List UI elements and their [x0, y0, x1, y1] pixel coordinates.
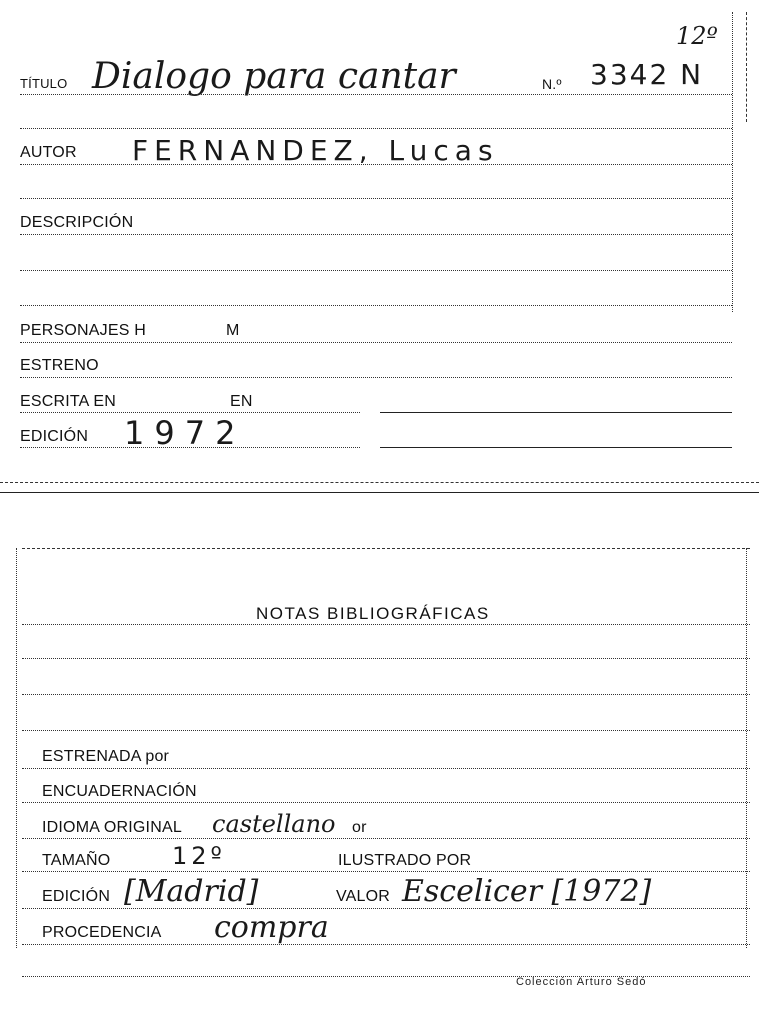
rule	[20, 94, 732, 95]
card-left-edge	[16, 548, 17, 948]
valor-value: Escelicer [1972]	[402, 874, 652, 909]
rule	[22, 694, 750, 695]
rule	[22, 838, 750, 839]
edicion-label: EDICIÓN	[20, 428, 89, 445]
escrita-label: ESCRITA EN	[20, 393, 116, 410]
card-right-edge-outer	[746, 12, 747, 122]
edicion-value: 1972	[124, 414, 246, 452]
rule	[20, 128, 732, 129]
rule	[20, 447, 360, 448]
notas-heading: NOTAS BIBLIOGRÁFICAS	[256, 604, 490, 623]
procedencia-label: PROCEDENCIA	[42, 924, 162, 941]
valor-label: VALOR	[336, 888, 391, 905]
estrenada-label: ESTRENADA por	[42, 748, 170, 765]
rule	[20, 198, 732, 199]
card-top-edge	[22, 548, 750, 549]
procedencia-value: compra	[214, 910, 329, 945]
rule	[20, 164, 732, 165]
autor-value: FERNANDEZ, Lucas	[132, 134, 499, 167]
card-right-edge	[746, 548, 747, 948]
personajes-label: PERSONAJES H	[20, 322, 146, 339]
idioma-suffix: or	[352, 819, 367, 836]
rule	[380, 412, 732, 413]
edicion2-label: EDICIÓN	[42, 888, 111, 905]
tamano-label: TAMAÑO	[42, 852, 111, 869]
idioma-label: IDIOMA ORIGINAL	[42, 819, 182, 836]
estreno-label: ESTRENO	[20, 357, 99, 374]
rule	[22, 802, 750, 803]
numero-value: 3342 N	[590, 58, 704, 91]
autor-label: AUTOR	[20, 144, 77, 161]
ilustrado-label: ILUSTRADO POR	[338, 852, 472, 869]
escrita-en-label: EN	[230, 393, 253, 410]
rule	[22, 658, 750, 659]
rule	[22, 871, 750, 872]
personajes-m-label: M	[226, 322, 240, 339]
rule	[20, 412, 360, 413]
rule	[20, 377, 732, 378]
rule	[22, 908, 750, 909]
tamano-value: 12º	[172, 842, 226, 870]
catalog-card-top	[0, 0, 759, 495]
titulo-label: TÍTULO	[20, 76, 68, 91]
corner-note: 12º	[676, 22, 718, 50]
card-bottom-edge	[0, 492, 759, 493]
catalog-card-bottom	[0, 540, 759, 1028]
collection-stamp: Colección Arturo Sedó	[516, 976, 647, 988]
rule	[0, 482, 759, 483]
edicion2-value: [Madrid]	[124, 874, 259, 909]
rule	[22, 768, 750, 769]
rule	[20, 270, 732, 271]
rule	[22, 624, 750, 625]
rule	[380, 447, 732, 448]
descripcion-label: DESCRIPCIÓN	[20, 214, 134, 231]
rule	[22, 730, 750, 731]
card-right-edge	[732, 12, 733, 312]
rule	[22, 944, 750, 945]
titulo-value: Dialogo para cantar	[92, 56, 456, 97]
encuadernacion-label: ENCUADERNACIÓN	[42, 783, 197, 800]
rule	[20, 234, 732, 235]
numero-label: N.º	[542, 76, 562, 92]
idioma-value: castellano	[212, 810, 336, 838]
rule	[20, 305, 732, 306]
rule	[20, 342, 732, 343]
